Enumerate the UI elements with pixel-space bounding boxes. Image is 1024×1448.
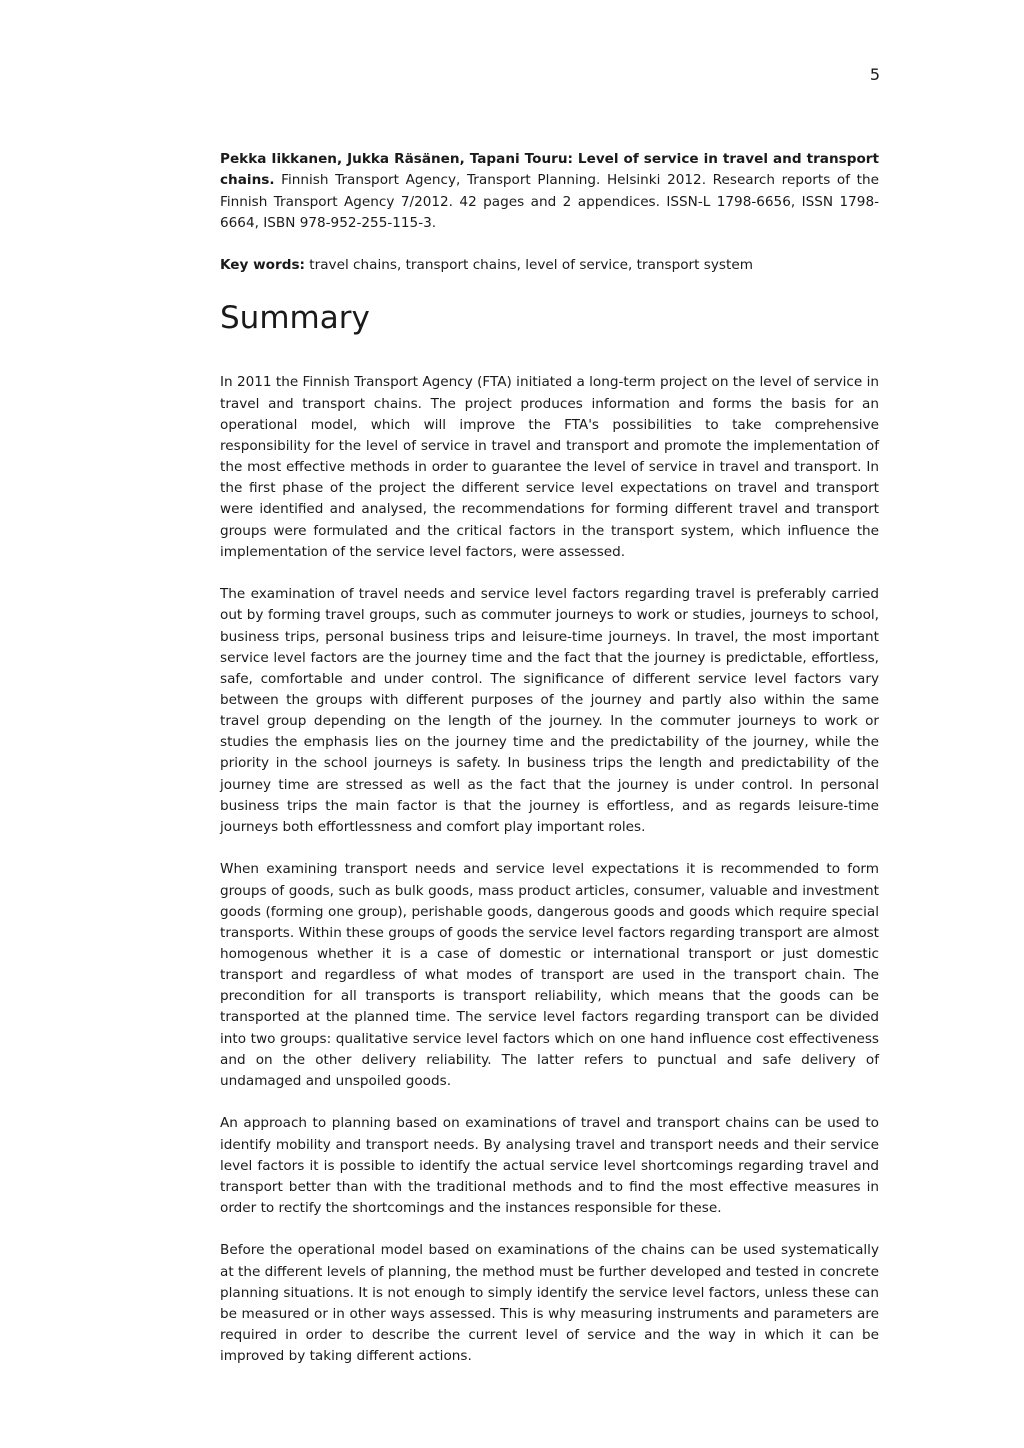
summary-paragraph: Before the operational model based on examinations of the chains can be used systematically at the different levels of planning, the method must be further developed and tested in concrete planning situations. It is not enough to simply identify the service level factors, unless these can be measured or in other ways assessed. This is why measuring instruments and parameters are required in order to describe the current level of service and the way in which it can be improved by taking different actions. [220, 1242, 879, 1365]
summary-heading: Summary [220, 300, 370, 337]
summary-body [220, 372, 879, 1367]
summary-paragraph: When examining transport needs and service level expectations it is recommended to form groups of goods, such as bulk goods, mass product articles, consumer, valuable and investment goods (forming one group), perishable goods, dangerous goods and goods which require special transports. Within these groups of goods the service level factors regarding transport are almost homogenous whether it is a case of domestic or international transport or just domestic transport and regardless of what modes of transport are used in the transport chain. The precondition for all transports is transport reliability, which means that the goods can be transported at the planned time. The service level factors regarding transport can be divided into two groups: qualitative service level factors which on one hand influence cost effectiveness and on the other delivery reliability. The latter refers to punctual and safe delivery of undamaged and unspoiled goods. [220, 861, 879, 1089]
document-body [220, 149, 879, 1389]
citation-details: Finnish Transport Agency, Transport Planning. Helsinki 2012. Research reports of the Finnish Transport Agency 7/2012. 42 pages and 2 appendices. ISSN-L 1798-6656, ISSN 1798-6664, ISBN 978-952-255-115-3. [220, 172, 879, 231]
citation-block [220, 149, 879, 234]
citation-authors-title: Pekka Iikkanen, Jukka Räsänen, Tapani Touru: Level of service in travel and transport chains. [220, 151, 879, 189]
keywords-label: Key words: [220, 257, 305, 274]
keywords-line [220, 255, 879, 276]
summary-paragraph: In 2011 the Finnish Transport Agency (FTA) initiated a long-term project on the level of service in travel and transport chains. The project produces information and forms the basis for an operational model, which will improve the FTA's possibilities to take comprehensive responsibility for the level of service in travel and transport and promote the implementation of the most effective methods in order to guarantee the level of service in travel and transport. In the first phase of the project the different service level expectations on travel and transport were identified and analysed, the recommendations for forming different travel and transport groups were formulated and the critical factors in the transport system, which influence the implementation of the service level factors, were assessed. [220, 374, 879, 560]
keywords-text: travel chains, transport chains, level of service, transport system [304, 257, 753, 274]
summary-paragraph: The examination of travel needs and service level factors regarding travel is preferably carried out by forming travel groups, such as commuter journeys to work or studies, journeys to school, business trips, personal business trips and leisure-time journeys. In travel, the most important service level factors are the journey time and the fact that the journey is predictable, effortless, safe, comfortable and under control. The significance of different service level factors vary between the groups with different purposes of the journey and partly also within the same travel group depending on the length of the journey. In the commuter journeys to work or studies the emphasis lies on the journey time and the predictability of the journey, while the priority in the school journeys is safety. In business trips the length and predictability of the journey time are stressed as well as the fact that the journey is under control. In personal business trips the main factor is that the journey is effortless, and as regards leisure-time journeys both effortlessness and comfort play important roles. [220, 586, 879, 835]
summary-paragraph: An approach to planning based on examinations of travel and transport chains can be used to identify mobility and transport needs. By analysing travel and transport needs and their service level factors it is possible to identify the actual service level shortcomings regarding travel and transport better than with the traditional methods and to find the most effective measures in order to rectify the shortcomings and the instances responsible for these. [220, 1115, 879, 1216]
page-number: 5 [869, 65, 880, 84]
